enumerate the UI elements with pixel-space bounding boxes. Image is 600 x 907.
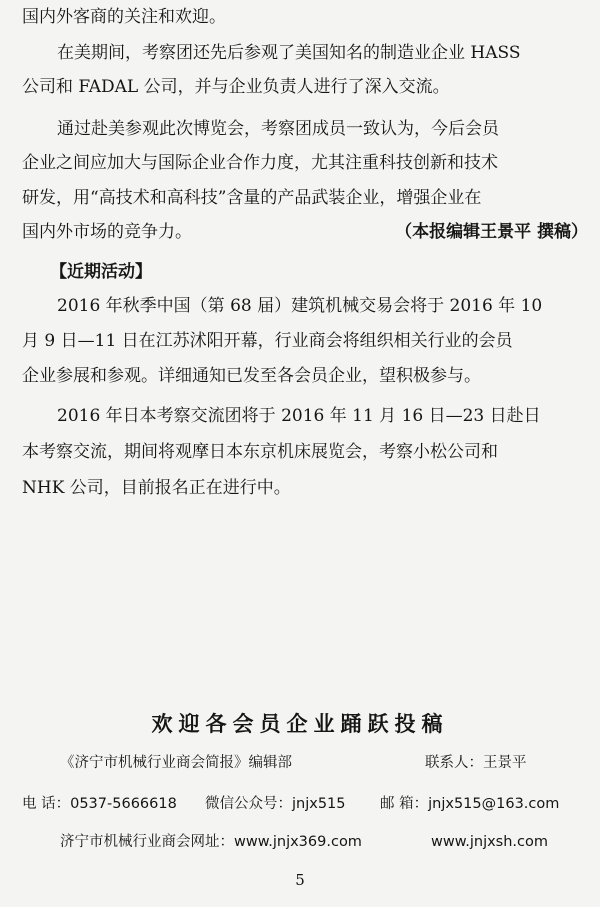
website-label: 济宁市机械行业商会网址： — [60, 834, 234, 850]
article-line: 企业之间应加大与国际企业合作力度，尤其注重科技创新和技术 — [22, 153, 498, 173]
contact-label: 联系人： — [425, 755, 483, 771]
section-line: 本考察交流，期间将观摩日本东京机床展览会，考察小松公司和 — [22, 442, 498, 462]
wechat-label: 微信公众号： — [205, 796, 292, 812]
article-line: 国内外客商的关注和欢迎。 — [22, 7, 226, 27]
article-line: 国内外市场的竞争力。 — [22, 222, 192, 242]
website-url-2: www.jnjxsh.com — [431, 834, 549, 850]
submission-banner: 欢迎各会员企业踊跃投稿 — [151, 712, 449, 736]
wechat-info — [205, 794, 346, 814]
website-info — [60, 832, 362, 852]
page-number: 5 — [295, 871, 305, 889]
article-line: 在美期间，考察团还先后参观了美国知名的制造业企业 HASS — [57, 43, 521, 63]
phone-number: 0537-5666618 — [70, 796, 177, 812]
section-line: 月 9 日—11 日在江苏沭阳开幕，行业商会将组织相关行业的会员 — [22, 331, 513, 351]
author-credit: （本报编辑王景平 撰稿） — [395, 222, 588, 242]
website-url-1: www.jnjx369.com — [234, 834, 362, 850]
phone-info — [22, 794, 177, 814]
email-info — [380, 794, 559, 814]
article-line: 公司和 FADAL 公司，并与企业负责人进行了深入交流。 — [22, 77, 450, 97]
section-line: 2016 年秋季中国（第 68 届）建筑机械交易会将于 2016 年 10 — [57, 296, 543, 316]
section-line: 企业参展和参观。详细通知已发至各会员企业，望积极参与。 — [22, 366, 481, 386]
phone-label: 电 话： — [22, 796, 71, 812]
email-label: 邮 箱： — [380, 796, 429, 812]
article-line: 通过赴美参观此次博览会，考察团成员一致认为，今后会员 — [57, 119, 499, 139]
section-line: 2016 年日本考察交流团将于 2016 年 11 月 16 日—23 日赴日 — [57, 406, 541, 426]
editorial-office: 《济宁市机械行业商会简报》编辑部 — [60, 755, 292, 771]
section-heading: 【近期活动】 — [50, 262, 152, 282]
contact-name: 王景平 — [483, 755, 527, 771]
wechat-id: jnjx515 — [292, 796, 346, 812]
contact-person — [425, 753, 527, 773]
article-line: 研发，用“高技术和高科技”含量的产品武装企业，增强企业在 — [22, 188, 482, 208]
email-address: jnjx515@163.com — [428, 796, 560, 812]
section-line: NHK 公司，目前报名正在进行中。 — [22, 478, 291, 498]
